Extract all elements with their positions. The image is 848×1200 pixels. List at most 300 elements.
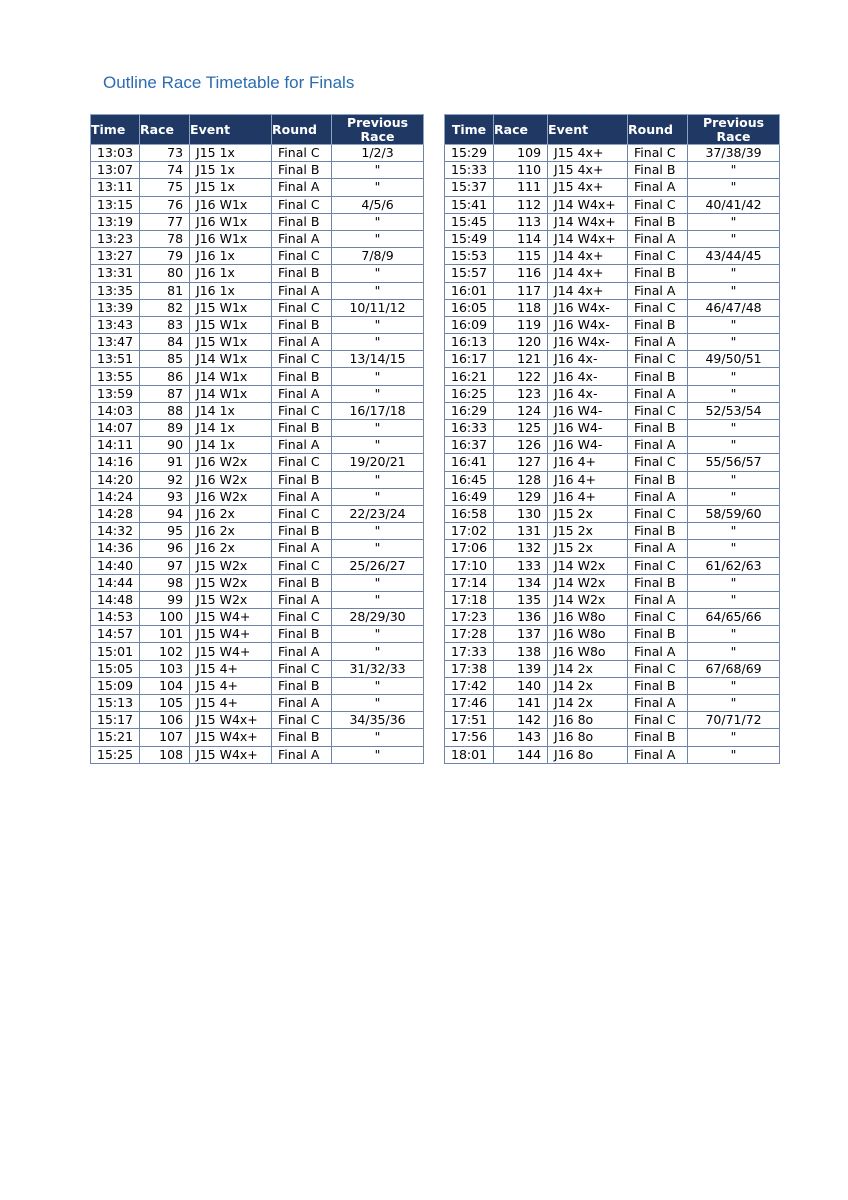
cell-event: J15 W2x (190, 557, 272, 574)
header-previous-race (688, 115, 780, 145)
cell-round: Final B (272, 265, 332, 282)
cell-time: 16:17 (445, 351, 494, 368)
cell-round: Final A (628, 282, 688, 299)
cell-round: Final C (272, 660, 332, 677)
cell-race: 138 (494, 643, 548, 660)
cell-time: 15:09 (91, 677, 140, 694)
table-row (445, 196, 780, 213)
cell-round: Final B (628, 265, 688, 282)
cell-round: Final B (272, 523, 332, 540)
cell-race: 119 (494, 316, 548, 333)
cell-round: Final A (628, 746, 688, 763)
cell-time: 13:39 (91, 299, 140, 316)
cell-round: Final A (628, 695, 688, 712)
cell-time: 17:23 (445, 609, 494, 626)
cell-event: J14 2x (548, 677, 628, 694)
cell-previous-race: " (332, 488, 424, 505)
cell-race: 109 (494, 145, 548, 162)
table-row (91, 368, 424, 385)
cell-race: 133 (494, 557, 548, 574)
cell-race: 91 (140, 454, 190, 471)
cell-round: Final C (628, 557, 688, 574)
cell-time: 17:38 (445, 660, 494, 677)
cell-previous-race: 31/32/33 (332, 660, 424, 677)
cell-time: 17:42 (445, 677, 494, 694)
cell-previous-race: 52/53/54 (688, 402, 780, 419)
cell-event: J14 W1x (190, 368, 272, 385)
table-row (91, 248, 424, 265)
cell-event: J16 W4x- (548, 334, 628, 351)
cell-event: J14 W4x+ (548, 196, 628, 213)
cell-event: J14 2x (548, 660, 628, 677)
cell-race: 92 (140, 471, 190, 488)
cell-previous-race: " (688, 334, 780, 351)
cell-time: 13:03 (91, 145, 140, 162)
cell-event: J15 W4x+ (190, 729, 272, 746)
cell-round: Final A (628, 488, 688, 505)
cell-time: 14:03 (91, 402, 140, 419)
table-row (445, 334, 780, 351)
cell-time: 17:46 (445, 695, 494, 712)
cell-previous-race: " (688, 729, 780, 746)
cell-time: 14:32 (91, 523, 140, 540)
cell-time: 16:13 (445, 334, 494, 351)
cell-round: Final C (272, 402, 332, 419)
cell-previous-race: " (688, 316, 780, 333)
table-row (91, 626, 424, 643)
cell-event: J15 4+ (190, 660, 272, 677)
cell-round: Final B (628, 574, 688, 591)
cell-round: Final B (628, 626, 688, 643)
cell-time: 14:20 (91, 471, 140, 488)
table-row (91, 540, 424, 557)
cell-race: 104 (140, 677, 190, 694)
cell-race: 98 (140, 574, 190, 591)
cell-event: J14 W1x (190, 351, 272, 368)
cell-round: Final A (272, 179, 332, 196)
cell-round: Final C (272, 248, 332, 265)
table-row (445, 643, 780, 660)
cell-event: J14 W4x+ (548, 230, 628, 247)
cell-time: 15:49 (445, 230, 494, 247)
cell-event: J16 W2x (190, 488, 272, 505)
cell-previous-race: 16/17/18 (332, 402, 424, 419)
cell-race: 130 (494, 505, 548, 522)
cell-previous-race: " (688, 523, 780, 540)
table-row (445, 420, 780, 437)
cell-event: J16 W1x (190, 213, 272, 230)
cell-race: 112 (494, 196, 548, 213)
cell-time: 13:31 (91, 265, 140, 282)
cell-previous-race: 49/50/51 (688, 351, 780, 368)
cell-race: 114 (494, 230, 548, 247)
cell-time: 16:09 (445, 316, 494, 333)
table-header-row (445, 115, 780, 145)
cell-previous-race: 70/71/72 (688, 712, 780, 729)
table-row (91, 213, 424, 230)
cell-round: Final B (628, 213, 688, 230)
table-row (91, 712, 424, 729)
cell-event: J15 W4+ (190, 626, 272, 643)
table-row (91, 660, 424, 677)
table-row (445, 351, 780, 368)
table-row (445, 677, 780, 694)
cell-previous-race: " (332, 162, 424, 179)
cell-round: Final A (272, 746, 332, 763)
table-row (91, 316, 424, 333)
cell-previous-race: " (688, 695, 780, 712)
cell-event: J14 2x (548, 695, 628, 712)
cell-race: 107 (140, 729, 190, 746)
cell-previous-race: " (332, 368, 424, 385)
cell-race: 127 (494, 454, 548, 471)
cell-time: 13:35 (91, 282, 140, 299)
cell-time: 15:41 (445, 196, 494, 213)
header-event: Event (548, 115, 628, 145)
table-row (91, 420, 424, 437)
cell-event: J15 W4+ (190, 609, 272, 626)
cell-time: 17:33 (445, 643, 494, 660)
cell-previous-race: " (332, 574, 424, 591)
table-row (91, 523, 424, 540)
cell-previous-race: " (332, 729, 424, 746)
cell-race: 84 (140, 334, 190, 351)
cell-previous-race: 19/20/21 (332, 454, 424, 471)
table-row (91, 488, 424, 505)
cell-round: Final B (272, 471, 332, 488)
cell-previous-race: 13/14/15 (332, 351, 424, 368)
cell-time: 15:57 (445, 265, 494, 282)
cell-time: 14:36 (91, 540, 140, 557)
table-row (91, 557, 424, 574)
cell-round: Final A (272, 282, 332, 299)
cell-previous-race: " (688, 265, 780, 282)
cell-round: Final A (628, 540, 688, 557)
cell-round: Final C (628, 402, 688, 419)
table-row (445, 213, 780, 230)
cell-time: 16:45 (445, 471, 494, 488)
cell-event: J16 2x (190, 523, 272, 540)
cell-round: Final A (272, 230, 332, 247)
cell-event: J16 8o (548, 746, 628, 763)
cell-round: Final C (272, 351, 332, 368)
cell-race: 100 (140, 609, 190, 626)
cell-time: 16:58 (445, 505, 494, 522)
cell-round: Final B (272, 316, 332, 333)
cell-previous-race: 64/65/66 (688, 609, 780, 626)
cell-race: 131 (494, 523, 548, 540)
cell-previous-race: " (688, 471, 780, 488)
cell-previous-race: " (332, 316, 424, 333)
cell-time: 13:59 (91, 385, 140, 402)
cell-time: 15:53 (445, 248, 494, 265)
cell-time: 17:51 (445, 712, 494, 729)
cell-round: Final B (628, 471, 688, 488)
header-round: Round (272, 115, 332, 145)
table-row (91, 145, 424, 162)
cell-event: J16 1x (190, 265, 272, 282)
cell-round: Final B (272, 574, 332, 591)
table-row (445, 557, 780, 574)
cell-time: 16:41 (445, 454, 494, 471)
table-row (445, 145, 780, 162)
cell-previous-race: " (332, 626, 424, 643)
header-time: Time (445, 115, 494, 145)
cell-round: Final B (628, 523, 688, 540)
cell-time: 13:51 (91, 351, 140, 368)
cell-previous-race: " (688, 591, 780, 608)
table-row (91, 677, 424, 694)
cell-race: 101 (140, 626, 190, 643)
cell-event: J14 1x (190, 402, 272, 419)
cell-previous-race: " (332, 643, 424, 660)
cell-race: 93 (140, 488, 190, 505)
cell-previous-race: 37/38/39 (688, 145, 780, 162)
cell-event: J15 4x+ (548, 145, 628, 162)
cell-round: Final A (628, 385, 688, 402)
table-row (445, 591, 780, 608)
cell-previous-race: " (332, 471, 424, 488)
cell-time: 16:05 (445, 299, 494, 316)
cell-event: J15 1x (190, 162, 272, 179)
cell-race: 108 (140, 746, 190, 763)
cell-race: 123 (494, 385, 548, 402)
cell-round: Final C (628, 660, 688, 677)
cell-previous-race: " (688, 420, 780, 437)
cell-race: 83 (140, 316, 190, 333)
cell-time: 13:19 (91, 213, 140, 230)
cell-race: 140 (494, 677, 548, 694)
cell-time: 13:15 (91, 196, 140, 213)
table-row (445, 488, 780, 505)
table-row (91, 695, 424, 712)
cell-race: 128 (494, 471, 548, 488)
table-row (445, 316, 780, 333)
cell-race: 97 (140, 557, 190, 574)
cell-time: 17:10 (445, 557, 494, 574)
cell-race: 73 (140, 145, 190, 162)
table-row (445, 282, 780, 299)
cell-race: 120 (494, 334, 548, 351)
table-row (91, 282, 424, 299)
cell-event: J15 W4x+ (190, 746, 272, 763)
cell-previous-race: 43/44/45 (688, 248, 780, 265)
cell-event: J15 4+ (190, 695, 272, 712)
table-row (91, 402, 424, 419)
cell-time: 15:05 (91, 660, 140, 677)
cell-time: 16:25 (445, 385, 494, 402)
cell-previous-race: " (688, 574, 780, 591)
table-row (91, 162, 424, 179)
cell-previous-race: " (688, 162, 780, 179)
cell-event: J15 W1x (190, 334, 272, 351)
cell-round: Final C (628, 454, 688, 471)
table-row (91, 334, 424, 351)
cell-race: 136 (494, 609, 548, 626)
cell-time: 13:11 (91, 179, 140, 196)
cell-event: J16 W8o (548, 626, 628, 643)
cell-previous-race: " (332, 591, 424, 608)
cell-previous-race: " (688, 179, 780, 196)
cell-round: Final B (272, 213, 332, 230)
cell-event: J16 W4- (548, 420, 628, 437)
table-row (445, 523, 780, 540)
cell-race: 99 (140, 591, 190, 608)
table-row (91, 179, 424, 196)
cell-event: J16 2x (190, 505, 272, 522)
cell-time: 14:07 (91, 420, 140, 437)
table-row (91, 574, 424, 591)
cell-race: 113 (494, 213, 548, 230)
cell-event: J16 4+ (548, 488, 628, 505)
cell-race: 88 (140, 402, 190, 419)
cell-event: J15 4x+ (548, 179, 628, 196)
header-previous-race (332, 115, 424, 145)
cell-previous-race: 28/29/30 (332, 609, 424, 626)
cell-time: 13:47 (91, 334, 140, 351)
cell-previous-race: 55/56/57 (688, 454, 780, 471)
table-row (91, 454, 424, 471)
table-row (445, 471, 780, 488)
table-row (445, 162, 780, 179)
table-row (91, 265, 424, 282)
cell-race: 116 (494, 265, 548, 282)
cell-time: 14:24 (91, 488, 140, 505)
timetable-left (90, 114, 424, 764)
cell-round: Final A (272, 334, 332, 351)
cell-time: 15:29 (445, 145, 494, 162)
cell-previous-race: 10/11/12 (332, 299, 424, 316)
cell-event: J16 4x- (548, 351, 628, 368)
table-row (91, 505, 424, 522)
cell-event: J14 4x+ (548, 248, 628, 265)
cell-event: J15 1x (190, 145, 272, 162)
cell-time: 14:11 (91, 437, 140, 454)
cell-race: 103 (140, 660, 190, 677)
cell-race: 102 (140, 643, 190, 660)
cell-previous-race: " (688, 540, 780, 557)
table-row (445, 626, 780, 643)
cell-race: 125 (494, 420, 548, 437)
cell-round: Final A (272, 695, 332, 712)
cell-previous-race: " (332, 420, 424, 437)
cell-race: 135 (494, 591, 548, 608)
cell-round: Final A (272, 591, 332, 608)
cell-event: J14 4x+ (548, 282, 628, 299)
cell-event: J16 W2x (190, 471, 272, 488)
cell-event: J14 W2x (548, 591, 628, 608)
cell-race: 137 (494, 626, 548, 643)
cell-event: J15 W1x (190, 316, 272, 333)
cell-round: Final B (628, 316, 688, 333)
table-row (91, 351, 424, 368)
cell-round: Final C (272, 299, 332, 316)
cell-time: 13:07 (91, 162, 140, 179)
cell-race: 75 (140, 179, 190, 196)
cell-time: 16:21 (445, 368, 494, 385)
cell-round: Final C (628, 351, 688, 368)
cell-previous-race: 34/35/36 (332, 712, 424, 729)
cell-event: J16 W8o (548, 609, 628, 626)
cell-round: Final A (628, 437, 688, 454)
cell-event: J16 2x (190, 540, 272, 557)
cell-round: Final C (272, 557, 332, 574)
cell-time: 15:37 (445, 179, 494, 196)
table-row (445, 609, 780, 626)
table-row (445, 540, 780, 557)
cell-previous-race: " (332, 746, 424, 763)
table-row (445, 505, 780, 522)
table-row (445, 179, 780, 196)
cell-event: J14 W4x+ (548, 213, 628, 230)
cell-event: J15 W2x (190, 591, 272, 608)
cell-time: 13:23 (91, 230, 140, 247)
cell-event: J15 W4x+ (190, 712, 272, 729)
cell-time: 13:55 (91, 368, 140, 385)
cell-previous-race: " (332, 179, 424, 196)
cell-time: 15:21 (91, 729, 140, 746)
cell-round: Final C (628, 609, 688, 626)
cell-previous-race: 22/23/24 (332, 505, 424, 522)
cell-event: J14 4x+ (548, 265, 628, 282)
cell-event: J14 W2x (548, 557, 628, 574)
cell-race: 95 (140, 523, 190, 540)
cell-time: 14:40 (91, 557, 140, 574)
cell-event: J16 4+ (548, 454, 628, 471)
table-row (91, 591, 424, 608)
cell-event: J16 1x (190, 248, 272, 265)
cell-round: Final C (628, 145, 688, 162)
cell-race: 142 (494, 712, 548, 729)
cell-round: Final B (272, 677, 332, 694)
cell-race: 121 (494, 351, 548, 368)
cell-race: 86 (140, 368, 190, 385)
cell-round: Final B (628, 162, 688, 179)
cell-race: 105 (140, 695, 190, 712)
cell-race: 122 (494, 368, 548, 385)
cell-time: 17:02 (445, 523, 494, 540)
header-event: Event (190, 115, 272, 145)
cell-event: J16 W1x (190, 196, 272, 213)
cell-time: 18:01 (445, 746, 494, 763)
cell-round: Final C (272, 196, 332, 213)
cell-race: 117 (494, 282, 548, 299)
cell-round: Final B (272, 162, 332, 179)
table-row (91, 437, 424, 454)
table-row (91, 729, 424, 746)
table-row (91, 196, 424, 213)
cell-round: Final C (272, 145, 332, 162)
table-row (91, 230, 424, 247)
cell-previous-race: " (688, 385, 780, 402)
cell-previous-race: 4/5/6 (332, 196, 424, 213)
cell-time: 15:13 (91, 695, 140, 712)
cell-time: 15:01 (91, 643, 140, 660)
cell-round: Final A (628, 334, 688, 351)
table-row (445, 437, 780, 454)
cell-round: Final B (628, 420, 688, 437)
cell-event: J14 1x (190, 437, 272, 454)
cell-round: Final C (628, 299, 688, 316)
header-previous-line1: Previous (702, 114, 765, 130)
cell-time: 14:53 (91, 609, 140, 626)
cell-round: Final A (628, 591, 688, 608)
cell-event: J15 2x (548, 523, 628, 540)
cell-previous-race: " (688, 437, 780, 454)
table-row (445, 712, 780, 729)
cell-event: J16 8o (548, 712, 628, 729)
cell-time: 14:28 (91, 505, 140, 522)
